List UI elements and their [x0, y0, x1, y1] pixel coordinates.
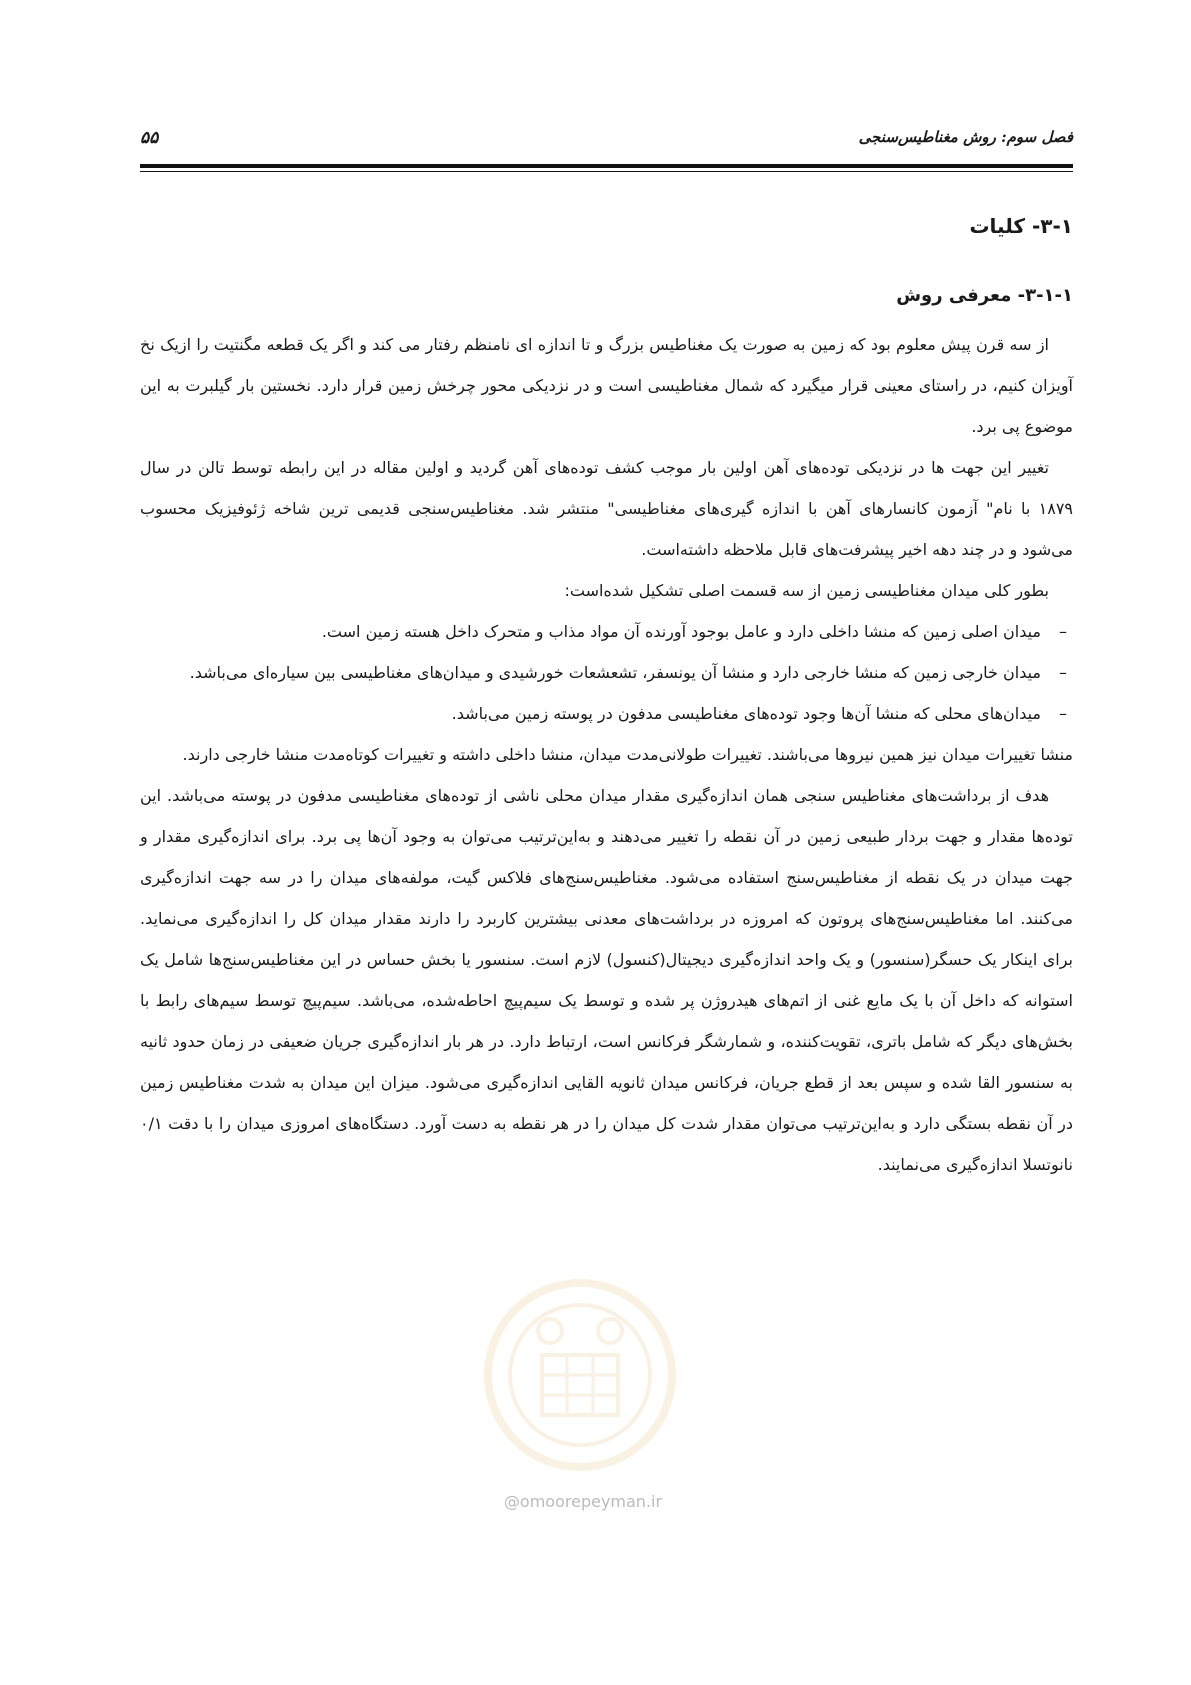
bullet-dash: – — [1059, 663, 1067, 682]
paragraph-4: منشا تغییرات میدان نیز همین نیروها می‌باشند. تغییرات طولانی‌مدت میدان، منشا داخلی داشته و تغییرات کوتاه‌مدت منشا خارجی دارند. — [182, 745, 1073, 764]
section-subheading: ۳-۱-۱- معرفی روش — [896, 285, 1073, 306]
header-rule-thick — [140, 164, 1073, 168]
bullet-dash: – — [1059, 622, 1067, 641]
bullet-text: میدان‌های محلی که منشا آن‌ها وجود توده‌های مغناطیسی مدفون در پوسته زمین می‌باشد. — [451, 704, 1041, 723]
bullet-dash: – — [1059, 704, 1067, 723]
paragraph-1: از سه قرن پیش معلوم بود که زمین به صورت یک مغناطیس بزرگ و تا اندازه ای نامنظم رفتار می کند و اگر یک قطعه مگنتیت را ازیک نخ آویزان کنیم، در راستای معینی قرار میگیرد که شمال مغناطیسی است و در نزدیکی محور چرخش زمین قرار دارد. نخستین بار گیلبرت به این موضوع پی برد. — [140, 335, 1073, 436]
bullet-list — [140, 611, 1073, 734]
header-rule-thin — [140, 171, 1073, 172]
paragraph-5: هدف از برداشت‌های مغناطیس سنجی همان اندازه‌گیری مقدار میدان محلی ناشی از توده‌های مغناطیسی مدفون در پوسته می‌باشد. این توده‌ها مقدار و جهت بردار طبیعی زمین در آن نقطه را تغییر می‌دهند و به‌این‌ترتیب می‌توان به وجود آن‌ها پی برد. برای اندازه‌گیری مقدار و جهت میدان در یک نقطه از مغناطیس‌سنج استفاده می‌شود. مغناطیس‌سنج‌های فلاکس گیت، مولفه‌های میدان را در سه جهت اندازه‌گیری می‌کنند. اما مغناطیس‌سنج‌های پروتون که امروزه در برداشت‌های معدنی بیشترین کاربرد را دارند مقدار میدان کل را اندازه‌گیری می‌نماید. برای اینکار یک حسگر(سنسور) و یک واحد اندازه‌گیری دیجیتال(کنسول) لازم است. سنسور یا بخش حساس در این مغناطیس‌سنج‌ها شامل یک استوانه که داخل آن با یک مایع غنی از اتم‌های هیدروژن پر شده و توسط یک سیم‌پیچ احاطه‌شده، می‌باشد. سیم‌پیچ توسط سیم‌های رابط با بخش‌های دیگر که شامل باتری، تقویت‌کننده، و شمارشگر فرکانس است، ارتباط دارد. در هر بار اندازه‌گیری جریان ضعیفی در زمان حدود ثانیه به سنسور القا شده و سپس بعد از قطع جریان، فرکانس میدان ثانویه القایی اندازه‌گیری می‌شود. میزان این میدان به شدت مغناطیس زمین در آن نقطه بستگی دارد و به‌این‌ترتیب می‌توان مقدار شدت کل میدان را در هر نقطه به دست آورد. دستگاه‌های امروزی میدان را با دقت ۰/۱ نانوتسلا اندازه‌گیری می‌نمایند. — [140, 786, 1073, 1174]
bullet-item — [140, 652, 1073, 693]
watermark-text: @omoorepeyman.ir — [503, 1492, 663, 1511]
watermark-logo-icon — [480, 1275, 680, 1475]
bullet-item — [140, 611, 1073, 652]
bullet-text: میدان خارجی زمین که منشا خارجی دارد و منشا آن یونسفر، تشعشعات خورشیدی و میدان‌های مغناطیسی بین سیاره‌ای می‌باشد. — [189, 663, 1041, 682]
bullet-text: میدان اصلی زمین که منشا داخلی دارد و عامل بوجود آورنده آن مواد مذاب و متحرک داخل هسته زمین است. — [321, 622, 1041, 641]
paragraph-2: تغییر این جهت ها در نزدیکی توده‌های آهن اولین بار موجب کشف توده‌های آهن گردید و اولین مقاله در این رابطه توسط تالن در سال ۱۸۷۹ با نام" آزمون کانسارهای آهن با اندازه گیری‌های مغناطیسی" منتشر شد. مغناطیس‌سنجی قدیمی ترین شاخه ژئوفیزیک محسوب می‌شود و در چند دهه اخیر پیشرفت‌های قابل ملاحظه داشته‌است. — [140, 458, 1073, 559]
bullet-item — [140, 693, 1073, 734]
page-header — [140, 128, 1073, 152]
page-body — [140, 212, 1073, 1185]
section-heading: ۳-۱- کلیات — [969, 214, 1073, 238]
chapter-title: فصل سوم: روش مغناطیس‌سنجی — [858, 128, 1073, 146]
paragraph-3: بطور کلی میدان مغناطیسی زمین از سه قسمت اصلی تشکیل شده‌است: — [564, 581, 1049, 600]
page-number: ۵۵ — [140, 128, 159, 148]
